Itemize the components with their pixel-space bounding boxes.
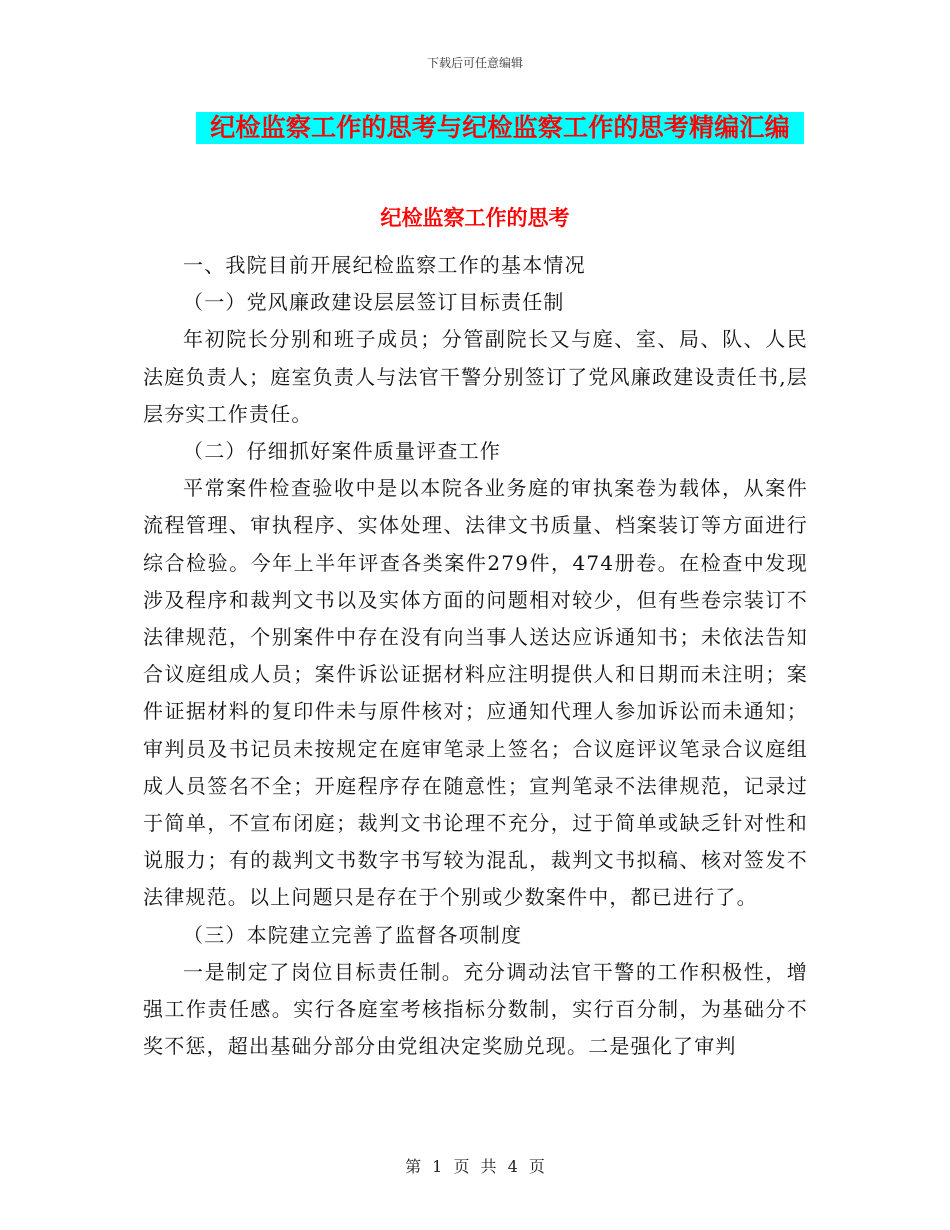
header-note: 下载后可任意编辑 (426, 56, 523, 70)
document-title: 纪检监察工作的思考与纪检监察工作的思考精编汇编 (210, 113, 790, 142)
subheading-responsibility: （一）党风廉政建设层层签订目标责任制 (183, 290, 565, 315)
page-footer: 第 1 页 共 4 页 (405, 1157, 545, 1176)
document-title-highlight (196, 112, 804, 144)
body-paragraph: 一是制定了岗位目标责任制。充分调动法官干警的工作积极性，增强工作责任感。实行各庭室考核指标分数制，实行百分制，为基础分不奖不惩，超出基础分部分由党组决定奖励兑现。二是强化了审判 (143, 959, 808, 1059)
section-title: 纪检监察工作的思考 (380, 205, 570, 230)
body-paragraph: 年初院长分别和班子成员；分管副院长又与庭、室、局、队、人民法庭负责人；庭室负责人与法官干警分别签订了党风廉政建设责任书,层层夯实工作责任。 (143, 327, 808, 426)
document-body (143, 247, 808, 1065)
body-paragraph: 平常案件检查验收中是以本院各业务庭的审执案卷为载体，从案件流程管理、审执程序、实体处理、法律文书质量、档案装订等方面进行综合检验。今年上半年评查各类案件279件，474册卷。在检查中发现涉及程序和裁判文书以及实体方面的问题相对较少，但有些卷宗装订不法律规范，个别案件中存在没有向当事人送达应诉通知书；未依法告知合议庭组成人员；案件诉讼证据材料应注明提供人和日期而未注明；案件证据材料的复印件未与原件核对；应通知代理人参加诉讼而未通知；审判员及书记员未按规定在庭审笔录上签名；合议庭评议笔录合议庭组成人员签名不全；开庭程序存在随意性；宣判笔录不法律规范，记录过于简单，不宣布闭庭；裁判文书论理不充分，过于简单或缺乏针对性和说服力；有的裁判文书数字书写较为混乱，裁判文书拟稿、核对签发不法律规范。以上问题只是存在于个别或少数案件中，都已进行了。 (143, 476, 808, 910)
subheading-case-review: （二）仔细抓好案件质量评查工作 (183, 439, 501, 464)
subheading-supervision-system: （三）本院建立完善了监督各项制度 (183, 922, 523, 947)
heading-basic-situation: 一、我院目前开展纪检监察工作的基本情况 (183, 253, 586, 277)
